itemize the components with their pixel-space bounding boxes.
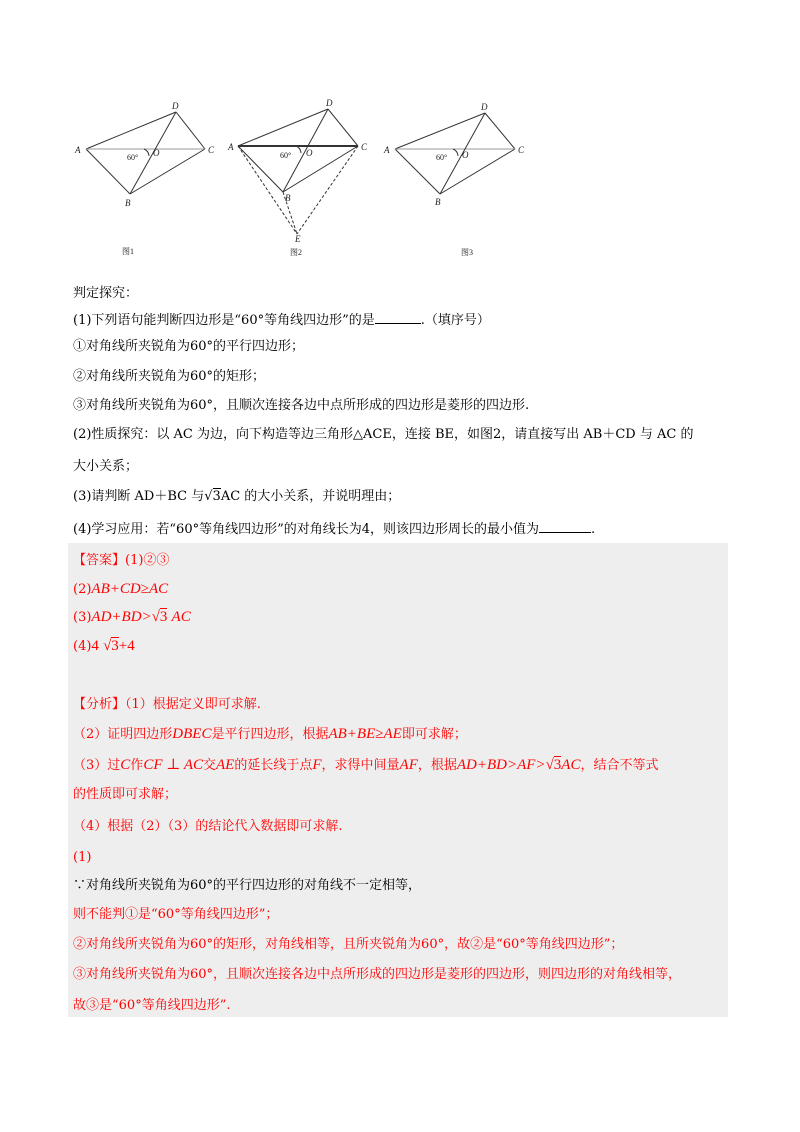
fig3-label-o: O xyxy=(462,150,469,160)
answer-3-expr-right: AC xyxy=(171,609,191,625)
question-3-radicand: 3 xyxy=(212,489,221,504)
analysis-p3-m3: AE xyxy=(216,757,235,773)
analysis-p1: （1）根据定义即可求解. xyxy=(125,697,261,712)
fig3-angle: 60° xyxy=(436,153,448,162)
question-2-line-2: 大小关系； xyxy=(73,459,139,474)
option-1: ①对角线所夹锐角为60°的平行四边形； xyxy=(73,339,305,354)
fig1-caption: 图1 xyxy=(122,247,134,256)
answer-line-2 xyxy=(73,580,168,599)
analysis-p3-radicand: 3 xyxy=(553,757,562,773)
answer-blank-4 xyxy=(539,520,591,533)
question-1-suffix: .（填序号） xyxy=(420,313,490,328)
sqrt-symbol: √ xyxy=(151,609,160,625)
figure-2 xyxy=(238,109,358,234)
question-3-suffix: AC 的大小关系，并说明理由； xyxy=(220,489,401,504)
fig2-label-a: A xyxy=(228,142,234,152)
answer-3-radicand: 3 xyxy=(159,609,168,625)
heading-determination: 判定探究： xyxy=(73,286,139,301)
analysis-p3-e: ，求得中间量 xyxy=(321,758,400,773)
fig2-caption: 图2 xyxy=(290,248,302,257)
fig2-label-d: D xyxy=(326,98,333,108)
question-2-line-1: (2)性质探究：以 AC 为边，向下构造等边三角形△ACE，连接 BE，如图2，请直接写出 AB＋CD 与 AC 的 xyxy=(73,427,694,442)
fig3-caption: 图3 xyxy=(461,248,473,257)
figure-3 xyxy=(395,113,515,194)
answer-3-expr-left: AD+BD> xyxy=(91,609,152,625)
question-3-text: (3)请判断 AD＋BC 与 xyxy=(73,489,205,504)
fig3-label-d: D xyxy=(481,102,488,112)
analysis-line-3 xyxy=(73,756,658,775)
analysis-p3-d: 的延长线于点 xyxy=(234,758,313,773)
fig1-label-a: A xyxy=(75,145,81,155)
question-4 xyxy=(73,520,595,539)
analysis-p3-m6: AD+BD>AF> xyxy=(456,757,546,773)
answer-4-right: +4 xyxy=(118,638,135,654)
analysis-line-5: （4）根据（2）（3）的结论代入数据即可求解. xyxy=(73,819,343,834)
analysis-line-4: 的性质即可求解； xyxy=(73,787,178,802)
analysis-p2-a: （2）证明四边形 xyxy=(73,727,173,742)
sqrt-symbol: √ xyxy=(545,757,554,773)
analysis-p3-c: 交 xyxy=(202,758,216,773)
answer-4-radicand: 3 xyxy=(111,638,119,654)
question-4-text: (4)学习应用：若“60°等角线四边形”的对角线长为4，则该四边形周长的最小值为 xyxy=(73,522,540,537)
analysis-p3-m2: CF ⊥ AC xyxy=(143,757,203,773)
answer-line-1 xyxy=(73,552,169,570)
figure-1 xyxy=(86,112,205,194)
answer-line-4 xyxy=(73,637,135,656)
analysis-p2-c: 即可求解； xyxy=(401,727,467,742)
fig3-label-a: A xyxy=(384,145,390,155)
analysis-p3-m7: AC xyxy=(561,757,581,773)
fig1-label-d: D xyxy=(172,101,179,111)
fig2-label-o: O xyxy=(306,148,313,158)
fig1-label-o: O xyxy=(153,148,160,158)
question-1-text: (1)下列语句能判断四边形是“60°等角线四边形”的是 xyxy=(73,313,375,328)
fig2-label-e: E xyxy=(295,234,301,244)
analysis-p2-b: 是平行四边形，根据 xyxy=(211,727,329,742)
analysis-p3-f: ，根据 xyxy=(417,758,457,773)
solution-line-1: ∵对角线所夹锐角为60°的平行四边形的对角线不一定相等， xyxy=(73,878,422,893)
answer-blank-1 xyxy=(375,311,421,324)
analysis-line-2 xyxy=(73,725,467,744)
sqrt-symbol: √ xyxy=(204,489,213,504)
solution-line-3: ②对角线所夹锐角为60°的矩形，对角线相等，且所夹锐角为60°，故②是“60°等角线四边形”； xyxy=(73,937,624,952)
fig3-label-c: C xyxy=(518,145,525,155)
analysis-p2-m1: DBEC xyxy=(172,726,212,742)
figures-panel xyxy=(70,96,540,266)
fig2-label-c: C xyxy=(361,142,368,152)
solution-part-1: (1) xyxy=(73,850,92,865)
analysis-p3-m5: AF xyxy=(399,757,418,773)
fig2-label-b: B xyxy=(285,193,291,203)
answer-label: 【答案】 xyxy=(73,553,126,568)
fig1-angle: 60° xyxy=(127,153,139,162)
answer-2-num: (2) xyxy=(73,582,92,597)
solution-line-2: 则不能判①是“60°等角线四边形”； xyxy=(73,907,279,922)
analysis-line-1 xyxy=(73,696,261,714)
option-3: ③对角线所夹锐角为60°，且顺次连接各边中点所形成的四边形是菱形的四边形. xyxy=(73,398,530,413)
answer-1: (1)②③ xyxy=(125,553,170,568)
fig3-label-b: B xyxy=(435,197,441,207)
analysis-p3-m4: F xyxy=(312,757,322,773)
answer-3-num: (3) xyxy=(73,610,92,625)
option-2: ②对角线所夹锐角为60°的矩形； xyxy=(73,369,266,384)
answer-2-expr: AB+CD≥AC xyxy=(91,581,169,597)
analysis-label: 【分析】 xyxy=(73,697,126,712)
fig1-label-b: B xyxy=(125,198,131,208)
sqrt-symbol: √ xyxy=(103,638,112,654)
analysis-p3-b: 作 xyxy=(130,758,144,773)
analysis-p3-a: （3）过 xyxy=(73,758,121,773)
answer-4-left: 4 xyxy=(91,638,99,654)
question-1 xyxy=(73,311,490,330)
analysis-p3-m1: C xyxy=(120,757,131,773)
answer-line-3 xyxy=(73,608,191,627)
analysis-p3-g: ，结合不等式 xyxy=(580,758,659,773)
solution-line-5: 故③是“60°等角线四边形”. xyxy=(73,998,231,1013)
fig2-angle: 60° xyxy=(280,151,292,160)
solution-line-4: ③对角线所夹锐角为60°，且顺次连接各边中点所形成的四边形是菱形的四边形，则四边形的对角线相等， xyxy=(73,967,682,982)
fig1-label-c: C xyxy=(208,145,215,155)
answer-4-num: (4) xyxy=(73,639,92,654)
question-3 xyxy=(73,488,400,506)
analysis-p2-m2: AB+BE≥AE xyxy=(328,726,402,742)
question-4-suffix: . xyxy=(591,522,596,537)
